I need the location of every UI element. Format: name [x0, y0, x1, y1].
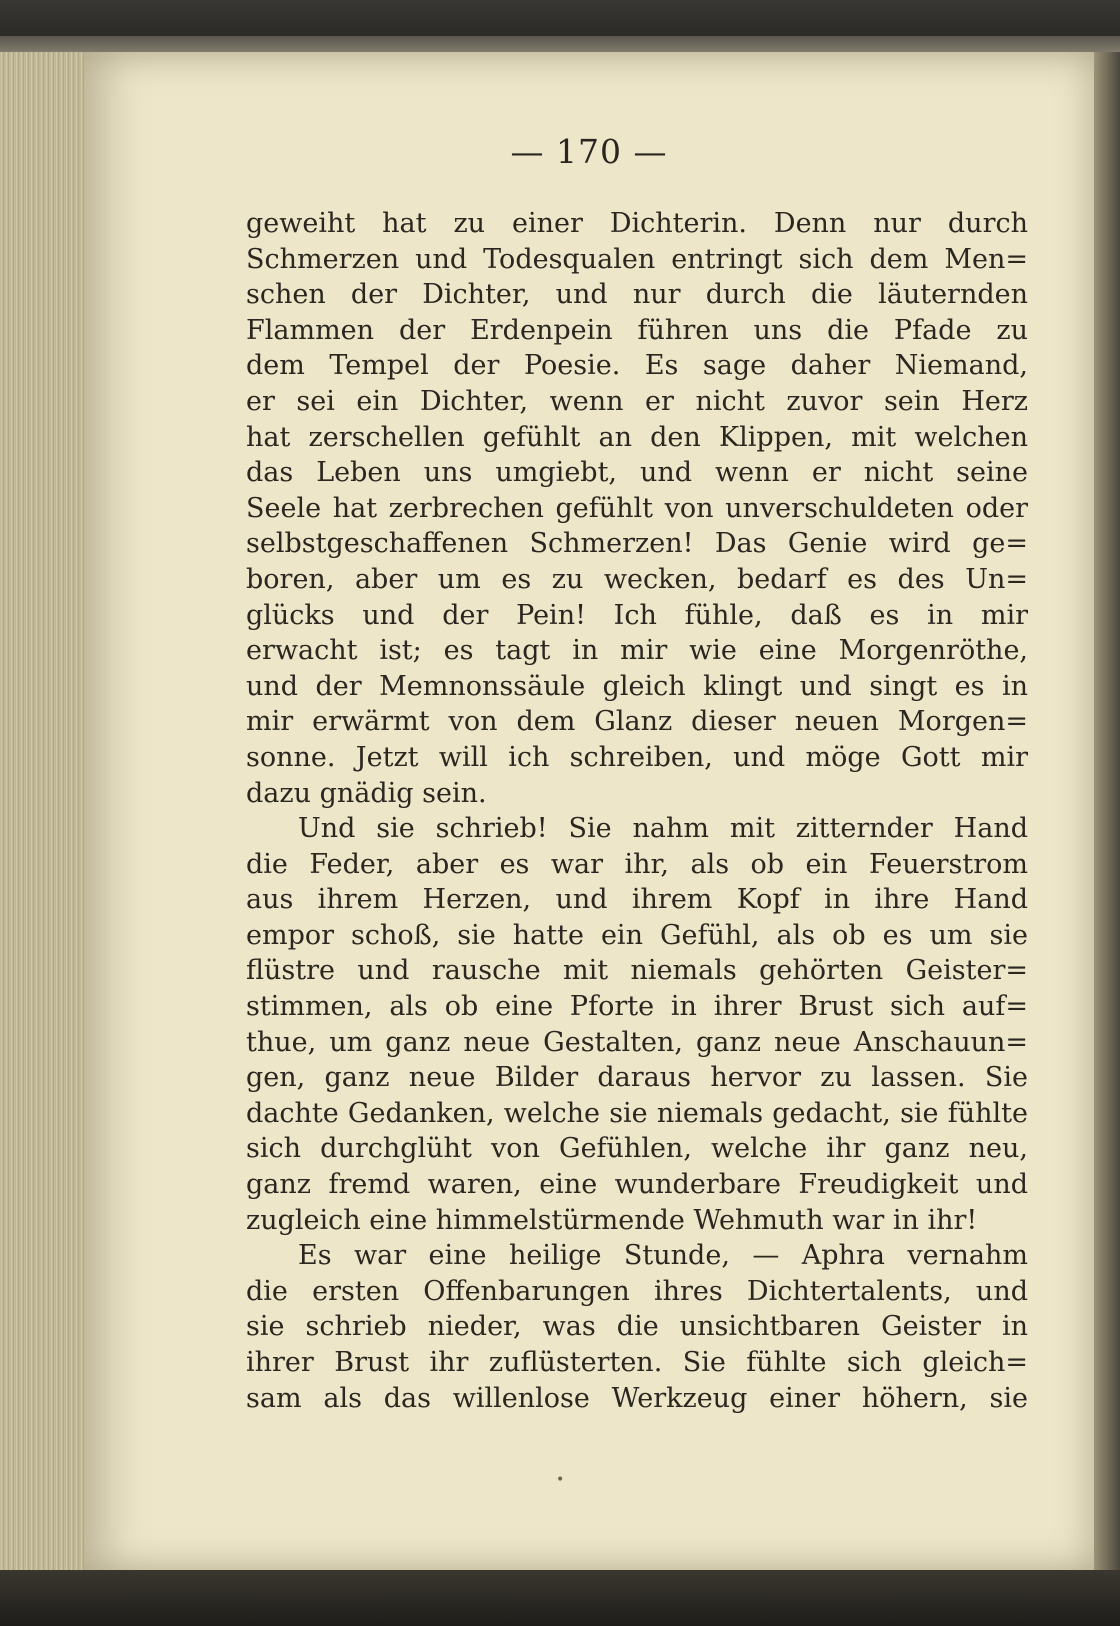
paragraph-end-line: dazu gnädig sein.: [246, 777, 487, 809]
text-line: ganz fremd waren, eine wunderbare Freudigkeit und: [246, 1169, 1028, 1201]
text-line: Flammen der Erdenpein führen uns die Pfade zu: [246, 314, 1028, 346]
text-line: boren, aber um es zu wecken, bedarf es des Un=: [246, 563, 1028, 595]
text-line: mir erwärmt von dem Glanz dieser neuen Morgen=: [246, 706, 1028, 738]
text-line: Schmerzen und Todesqualen entringt sich dem Men=: [246, 243, 1028, 275]
text-line: schen der Dichter, und nur durch die läuternden: [246, 279, 1028, 311]
paragraph-end-line: zugleich eine himmelstürmende Wehmuth war in ihr!: [246, 1204, 978, 1236]
paragraph-start-line: Und sie schrieb! Sie nahm mit zitternder Hand: [298, 813, 1028, 845]
text-line: empor schoß, sie hatte ein Gefühl, als ob es um sie: [246, 919, 1028, 951]
body-text: [246, 206, 1028, 1416]
text-line: erwacht ist; es tagt in mir wie eine Morgenröthe,: [246, 635, 1028, 667]
text-line: hat zerschellen gefühlt an den Klippen, mit welchen: [246, 421, 1028, 453]
text-line: das Leben uns umgiebt, und wenn er nicht seine: [246, 457, 1028, 489]
text-line: aus ihrem Herzen, und ihrem Kopf in ihre Hand: [246, 884, 1028, 916]
text-line: glücks und der Pein! Ich fühle, daß es in mir: [246, 599, 1028, 631]
text-line: sam als das willenlose Werkzeug einer höhern, sie: [246, 1382, 1028, 1414]
page-edges-left: [0, 52, 86, 1572]
paragraph-start-line: Es war eine heilige Stunde, — Aphra vernahm: [298, 1240, 1028, 1272]
text-line: flüstre und rausche mit niemals gehörten Geister=: [246, 955, 1028, 987]
text-line: geweiht hat zu einer Dichterin. Denn nur durch: [246, 208, 1028, 239]
text-line: dem Tempel der Poesie. Es sage daher Niemand,: [246, 350, 1028, 382]
text-line: und der Memnonssäule gleich klingt und singt es in: [246, 670, 1028, 702]
page-number: — 170 —: [510, 132, 668, 171]
text-line: er sei ein Dichter, wenn er nicht zuvor sein Herz: [246, 385, 1028, 417]
text-line: gen, ganz neue Bilder daraus hervor zu lassen. Sie: [246, 1062, 1028, 1094]
page-edge-right: [1094, 52, 1120, 1572]
background-bottom: [0, 1570, 1120, 1626]
footer-mark: •: [556, 1472, 565, 1488]
text-line: ihrer Brust ihr zuflüsterten. Sie fühlte sich gleich=: [246, 1347, 1028, 1378]
text-line: Seele hat zerbrechen gefühlt von unverschuldeten oder: [246, 492, 1028, 524]
text-line: selbstgeschaffenen Schmerzen! Das Genie wird ge=: [246, 528, 1028, 560]
text-line: dachte Gedanken, welche sie niemals gedacht, sie fühlte: [246, 1097, 1028, 1129]
text-line: sonne. Jetzt will ich schreiben, und möge Gott mir: [246, 741, 1028, 773]
text-line: die Feder, aber es war ihr, als ob ein Feuerstrom: [246, 848, 1028, 880]
text-line: sich durchglüht von Gefühlen, welche ihr ganz neu,: [246, 1133, 1028, 1165]
text-line: die ersten Offenbarungen ihres Dichtertalents, und: [246, 1275, 1028, 1307]
text-line: stimmen, als ob eine Pforte in ihrer Brust sich auf=: [246, 991, 1028, 1023]
text-line: thue, um ganz neue Gestalten, ganz neue Anschauun=: [246, 1026, 1028, 1058]
text-line: sie schrieb nieder, was die unsichtbaren Geister in: [246, 1311, 1028, 1343]
